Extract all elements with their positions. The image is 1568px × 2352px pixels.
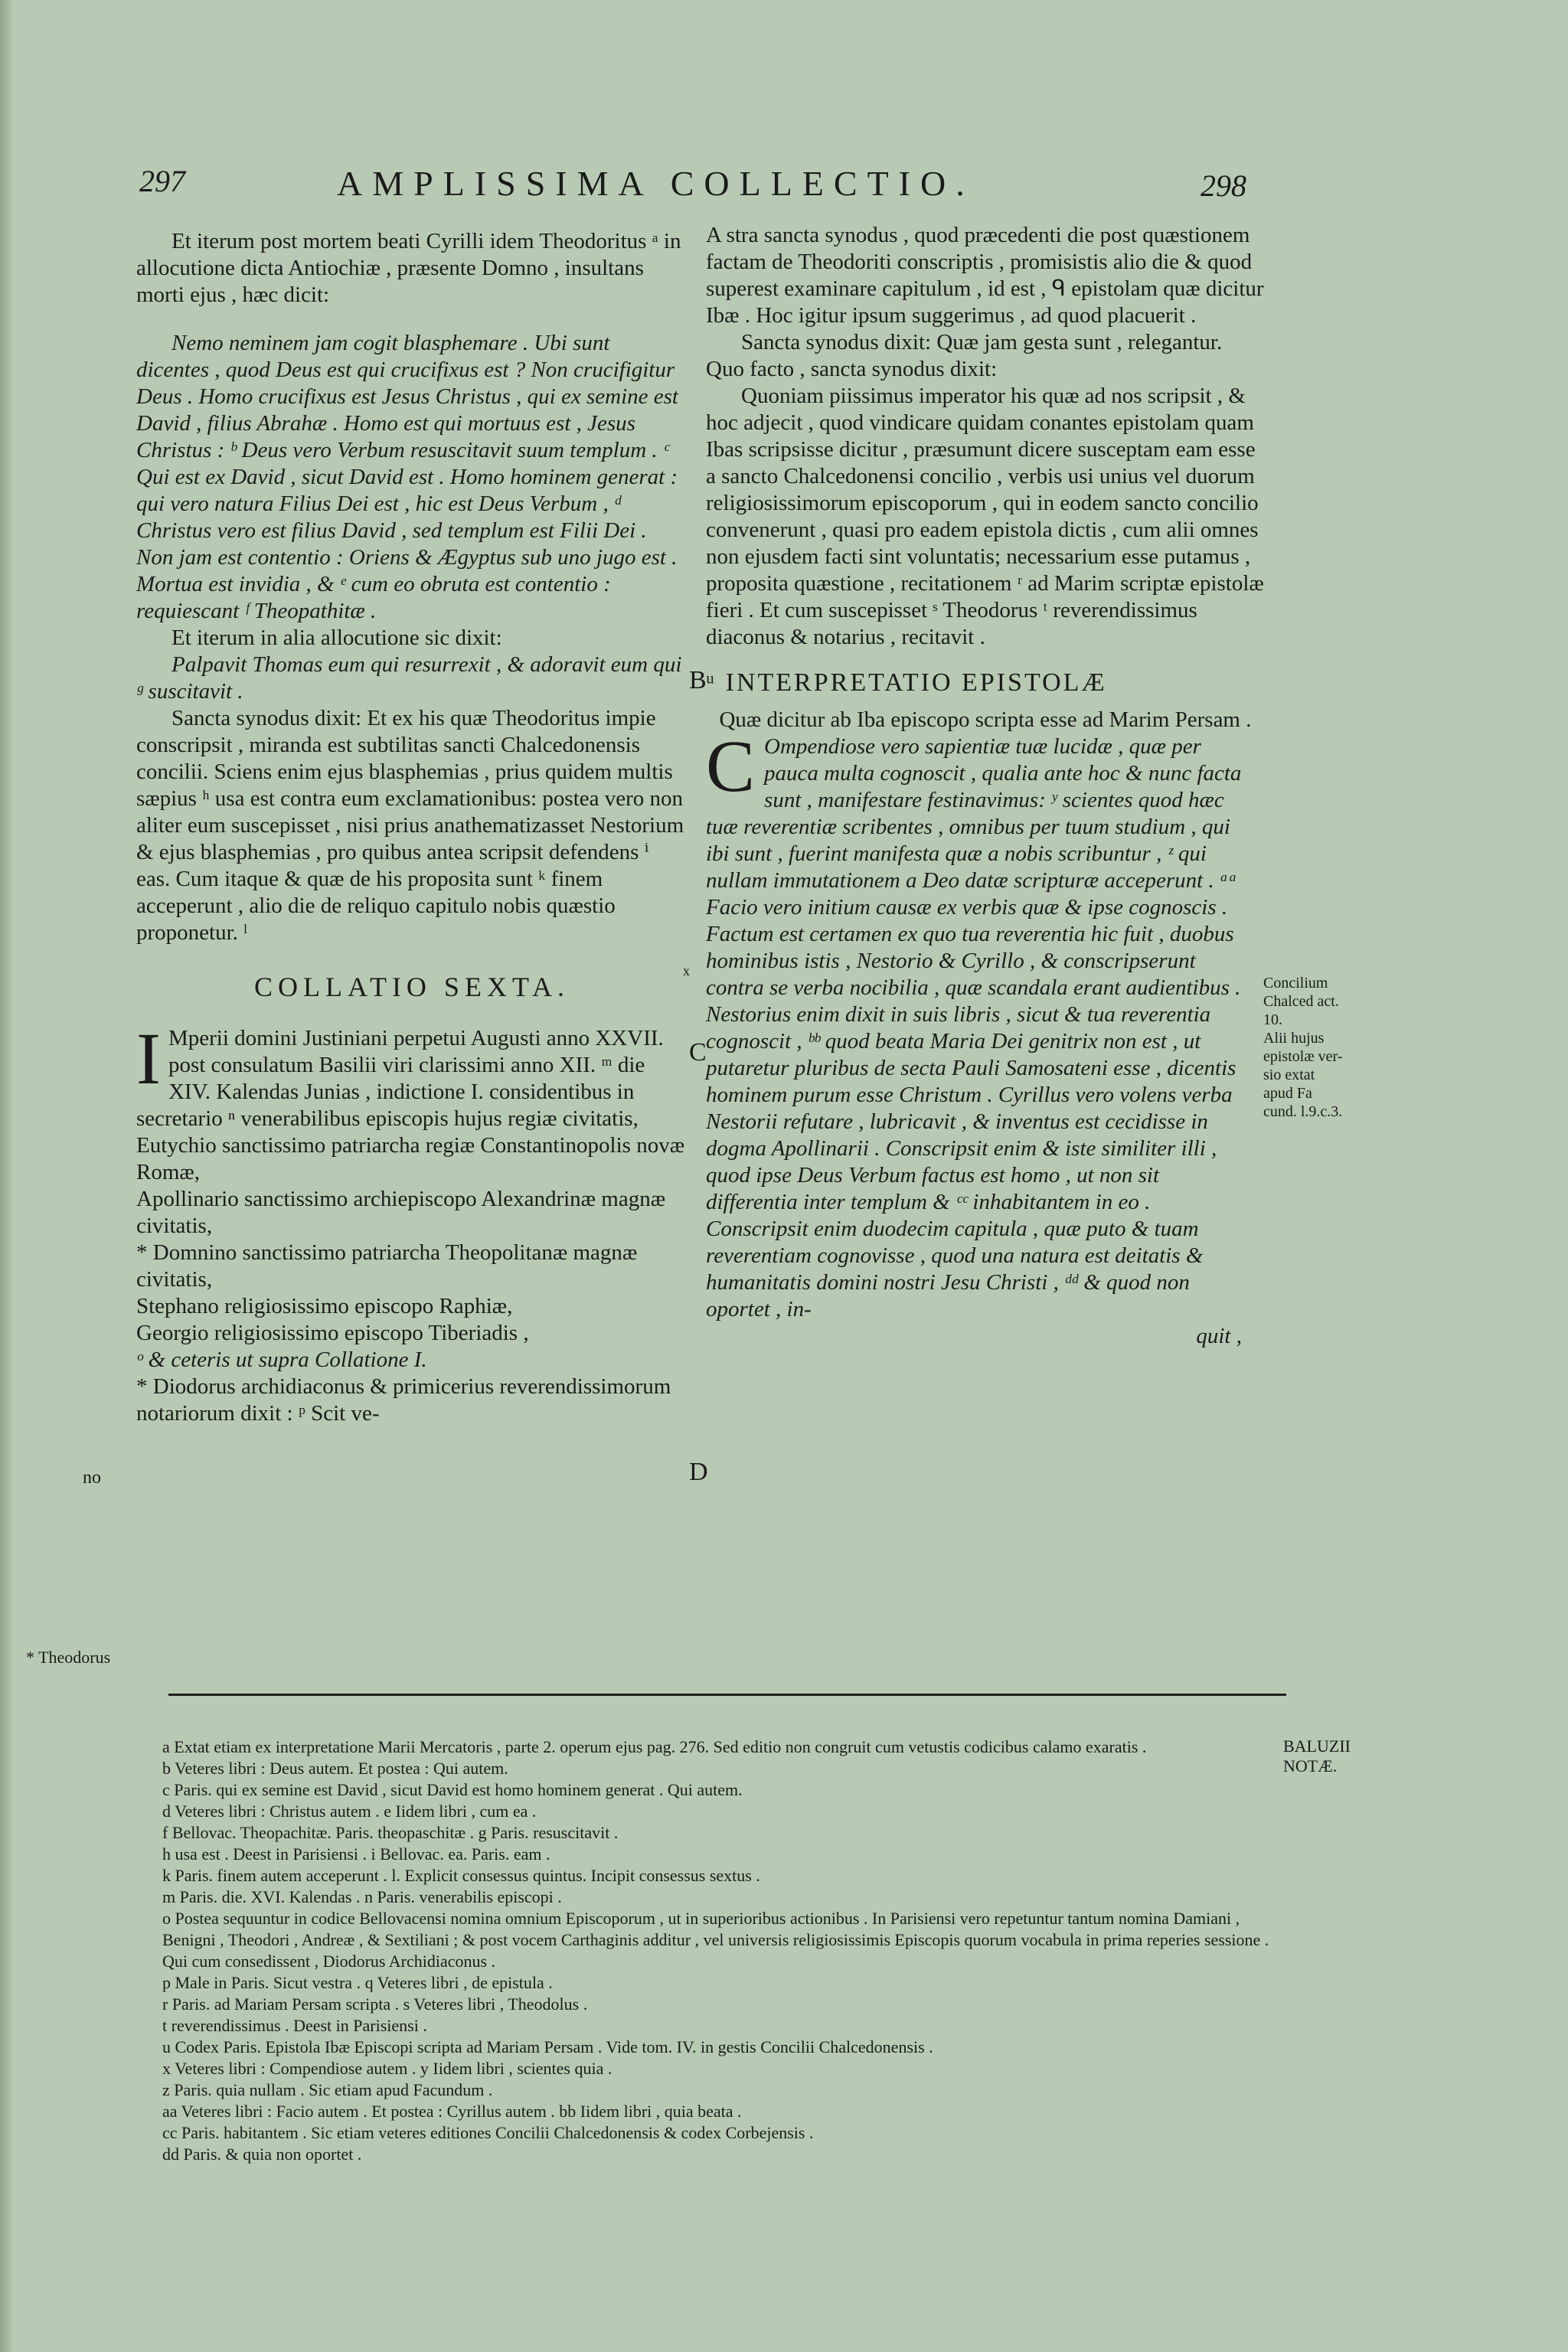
section-letter-c: C	[689, 1038, 707, 1067]
footnote: r Paris. ad Mariam Persam scripta . s Veteres libri , Theodolus .	[162, 1994, 588, 2014]
footnote: u Codex Paris. Epistola Ibæ Episcopi scripta ad Mariam Persam . Vide tom. IV. in gestis Concilii Chalcedonensis .	[162, 2037, 933, 2056]
margin-line: epistolæ ver-	[1263, 1048, 1343, 1065]
footnote: c Paris. qui ex semine est David , sicut David est homo hominem generat . Qui autem.	[162, 1780, 743, 1799]
margin-line: Concilium	[1263, 975, 1328, 991]
margin-line: 10.	[1263, 1011, 1282, 1028]
footnote: x Veteres libri : Compendiose autem . y Iidem libri , scientes quia .	[162, 2059, 612, 2078]
section-letter-b: B	[689, 666, 707, 694]
left-column	[136, 228, 688, 1427]
margin-mark-x: x	[683, 963, 690, 978]
running-header	[0, 157, 1568, 211]
collatio-heading: COLLATIO SEXTA.	[253, 972, 570, 1002]
footnote-rule	[168, 1694, 1286, 1696]
footnote: cc Paris. habitantem . Sic etiam veteres editiones Concilii Chalcedonensis & codex Corbejensis .	[162, 2123, 814, 2142]
footnote: z Paris. quia nullam . Sic etiam apud Facundum .	[162, 2080, 493, 2099]
margin-note-concilium	[1263, 974, 1363, 1121]
margin-note-no: no	[83, 1468, 101, 1488]
epistle-text: Ompendiose vero sapientiæ tuæ lucidæ , quæ per pauca multa cognoscit , qualia ante hoc & nunc facta sunt , manifestare festinavimus: ʸ scientes quod hæc tuæ reverentiæ scribentes , omnibus per tuum studium , qui ibi sunt , fuerint manifesta quæ a nobis scribuntur , ᶻ qui nullam immutationem a Deo datæ scripturæ acceperunt . ᵃᵃ Facio vero initium causæ ex verbis quæ & ipse cognoscis . Factum est certamen ex quo tua reverentia hic fuit , duobus hominibus istis , Nestorio & Cyrillo , & conscripserunt contra se verba nocibilia , quæ scandala erant audientibus . Nestorius enim dixit in suis libris , sicut & tua reverentia cognoscit , ᵇᵇ quod beata Maria Dei genitrix non est , ut putaretur pluribus de secta Pauli Samosateni esse , dicentis hominem purum esse Christum . Cyrillus vero volens verba Nestorii refutare , lubricavit , & inventus est cecidisse in dogma Apollinarii . Conscripsit enim & iste similiter illi , quod ipse Deus Verbum factus est homo , ut non sit differentia inter templum & ᶜᶜ inhabitantem in eo . Conscripsit enim duodecim capitula , quæ puto & tuam reverentiam cognovisse , quod una natura est deitatis & humanitatis domini nostri Jesu Christi , ᵈᵈ & quod non oportet , in-	[706, 734, 1242, 1321]
attendee-line: Stephano religiosissimo episcopo Raphiæ,	[136, 1294, 513, 1318]
attendee-line: Georgio religiosissimo episcopo Tiberiadis ,	[136, 1321, 529, 1345]
margin-line: cund. l.9.c.3.	[1263, 1103, 1343, 1120]
baluzii-line: BALUZII	[1283, 1736, 1351, 1756]
theodoret-quote: Nemo neminem jam cogit blasphemare . Ubi sunt dicentes , quod Deus est qui crucifixus est ? Non crucifigitur Deus . Homo crucifixus est Jesus Christus , qui ex semine est David , filius Abrahæ . Homo est qui mortuus est , Jesus Christus : ᵇ Deus vero Verbum resuscitavit suum templum . ᶜ Qui est ex David , sicut David est . Homo hominem generat : qui vero natura Filius Dei est , hic est Deus Verbum , ᵈ Christus vero est filius David , sed templum est Filii Dei . Non jam est contentio : Oriens & Ægyptus sub uno jugo est . Mortua est invidia , & ᵉ cum eo obruta est contentio : requiescant ᶠ Theopathitæ .	[136, 331, 678, 623]
right-column	[706, 222, 1265, 1350]
attendee-line: Apollinario sanctissimo archiepiscopo Alexandrinæ magnæ civitatis,	[136, 1187, 666, 1238]
drop-cap-i: I	[136, 1018, 161, 1099]
astra-paragraph: A stra sancta synodus , quod præcedenti die post quæstionem factam de Theodoriti conscriptis , promisistis alio die & quod superest examinare capitulum , id est , ᑫ epistolam quæ dicitur Ibæ . Hoc igitur ipsum suggerimus , ad quod placuerit .	[706, 223, 1264, 328]
synodus-paragraph: Sancta synodus dixit: Et ex his quæ Theodoritus impie conscripsit , miranda est subtilitas sancti Chalcedonensis concilii. Sciens enim ejus blasphemias , prius quidem multis sæpius ʰ usa est contra eum exclamationibus: postea vero non aliter eum suscepisset , nisi prius anathematizasset Nestorium & ejus blasphemias , pro quibus antea scripsit defendens ⁱ eas. Cum itaque & quæ de his proposita sunt ᵏ finem acceperunt , alio die de reliquo capitulo nobis quæstio proponetur. ˡ	[136, 706, 684, 945]
quoniam-paragraph: Quoniam piissimus imperator his quæ ad nos scripsit , & hoc adjecit , quod vindicare quidam conantes epistolam quam Ibas scripsisse dicitur , præsumunt dicere susceptam eam esse a sancto Chalcedonensi concilio , verbis usi unius vel duorum religiosissimorum episcoporum , qui in eodem sancto concilio convenerunt , quasi pro eadem epistola dictis , cum alii omnes non ejusdem facti sint voluntatis; necessarium esse putamus , proposita quæstione , recitationem ʳ ad Marim scriptæ epistolæ fieri . Et cum suscepisset ˢ Theodorus ᵗ reverendissimus diaconus & notarius , recitavit .	[706, 384, 1264, 649]
palpavit-quote: Palpavit Thomas eum qui resurrexit , & adoravit eum qui ᵍ suscitavit .	[136, 652, 682, 704]
book-gutter	[0, 0, 14, 2352]
footnote: t reverendissimus . Deest in Parisiensi .	[162, 2016, 427, 2035]
footnotes	[162, 1736, 1280, 2165]
attendee-line: * Diodorus archidiaconus & primicerius reverendissimorum notariorum dixit : ᵖ Scit ve-	[136, 1374, 671, 1426]
footnote: b Veteres libri : Deus autem. Et postea : Qui autem.	[162, 1759, 508, 1778]
margin-note-theodorus: * Theodorus	[26, 1648, 111, 1667]
footnote: f Bellovac. Theopachitæ. Paris. theopaschitæ . g Paris. resuscitavit .	[162, 1823, 619, 1842]
footnote: k Paris. finem autem acceperunt . l. Explicit consessus quintus. Incipit consessus sextus .	[162, 1866, 760, 1885]
running-title: AMPLISSIMA COLLECTIO.	[337, 164, 975, 203]
footnote: dd Paris. & quia non oportet .	[162, 2145, 362, 2164]
footnote: a Extat etiam ex interpretatione Marii Mercatoris , parte 2. operum ejus pag. 276. Sed editio non congruit cum vetustis codicibus calamo exaratis .	[162, 1737, 1147, 1756]
baluzii-line: NOTÆ.	[1283, 1756, 1338, 1775]
attendee-line: ᵒ & ceteris ut supra Collatione I.	[136, 1348, 427, 1372]
imperii-text: Mperii domini Justiniani perpetui Augusti anno XXVII. post consulatum Basilii viri clarissimi anno XII. ᵐ die XIV. Kalendas Junias , indictione I. considentibus in secretario ⁿ venerabilibus episcopis hujus regiæ civitatis,	[136, 1026, 664, 1131]
page-number-left: 297	[139, 164, 185, 198]
drop-cap-c: C	[706, 725, 756, 807]
footnote: aa Veteres libri : Facio autem . Et postea : Cyrillus autem . bb Iidem libri , quia beata .	[162, 2102, 742, 2121]
footnote: o Postea sequuntur in codice Bellovacensi nomina omnium Episcoporum , ut in superioribus actionibus . In Parisiensi vero repetuntur tantum nomina Damiani , Benigni , Theodori , Andreæ , & Sextiliani ; & post vocem Carthaginis additur , vel universis religiosissimis Episcopis quorum vocabula in prima reperies sessione . Qui cum consedissent , Diodorus Archidiaconus .	[162, 1909, 1269, 1971]
footnote: m Paris. die. XVI. Kalendas . n Paris. venerabilis episcopi .	[162, 1887, 562, 1906]
catchword: quit ,	[1196, 1324, 1242, 1348]
interpretatio-subheading: Quæ dicitur ab Iba episcopo scripta esse ad Marim Persam .	[719, 707, 1252, 732]
margin-line: Chalced act.	[1263, 993, 1339, 1010]
margin-line: apud Fa	[1263, 1085, 1312, 1102]
attendee-line: Eutychio sanctissimo patriarcha regiæ Constantinopolis novæ Romæ,	[136, 1133, 685, 1184]
imperii-paragraph	[136, 1018, 688, 1132]
synodus-dixit: Sancta synodus dixit: Quæ jam gesta sunt , relegantur. Quo facto , sancta synodus dixit:	[706, 330, 1223, 381]
margin-line: sio extat	[1263, 1067, 1315, 1083]
iterum-line: Et iterum in alia allocutione sic dixit:	[172, 626, 502, 650]
interpretatio-heading: ᵘ INTERPRETATIO EPISTOLÆ	[706, 668, 1107, 697]
page-number-right: 298	[1200, 168, 1246, 203]
section-letter-d: D	[689, 1458, 708, 1486]
baluzii-notes-label	[1283, 1736, 1351, 1776]
intro-paragraph: Et iterum post mortem beati Cyrilli idem Theodoritus ᵃ in allocutione dicta Antiochiæ , præsente Domno , insultans morti ejus , hæc dicit:	[136, 229, 681, 307]
footnote: h usa est . Deest in Parisiensi . i Bellovac. ea. Paris. eam .	[162, 1844, 550, 1864]
margin-line: Alii hujus	[1263, 1030, 1325, 1047]
attendee-line: * Domnino sanctissimo patriarcha Theopolitanæ magnæ civitatis,	[136, 1240, 638, 1292]
footnote: d Veteres libri : Christus autem . e Iidem libri , cum ea .	[162, 1802, 537, 1821]
footnote: p Male in Paris. Sicut vestra . q Veteres libri , de epistula .	[162, 1973, 553, 1992]
epistle-paragraph	[706, 725, 1242, 1350]
